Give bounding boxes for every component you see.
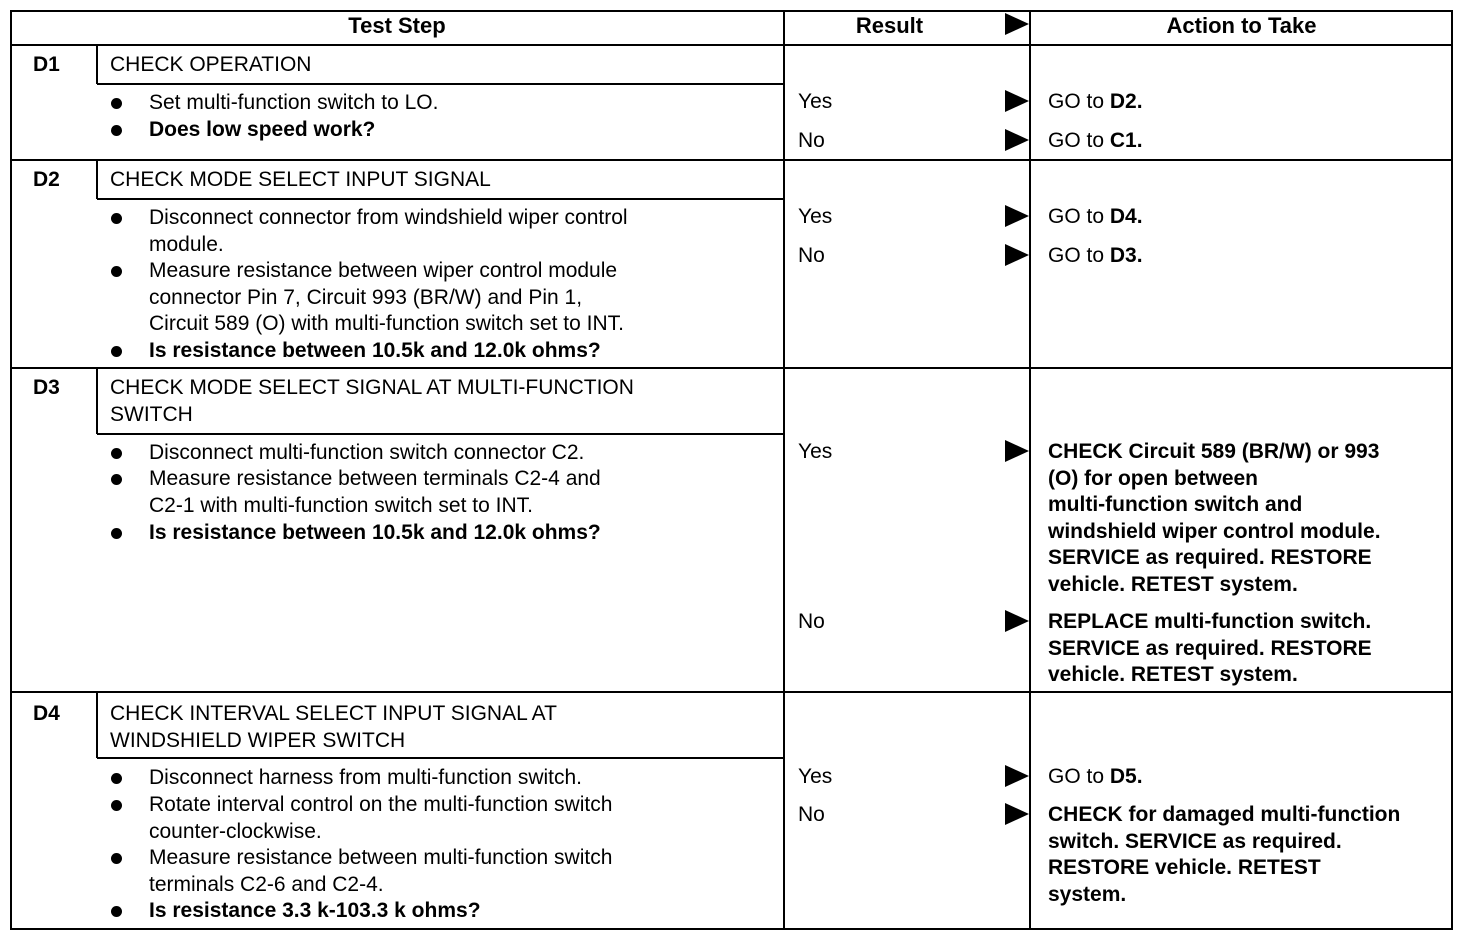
action-step-reference: D5.: [1109, 765, 1143, 788]
instruction-question: Is resistance 3.3 k-103.3 k ohms?: [149, 899, 481, 922]
bullet-icon: [111, 125, 122, 136]
instruction-text: C2-1 with multi-function switch set to INT.: [149, 493, 533, 517]
bullet-icon: [111, 853, 122, 864]
vertical-rule: [783, 10, 785, 930]
step-title: WINDSHIELD WIPER SWITCH: [110, 728, 406, 752]
bullet-icon: [111, 266, 122, 277]
action-step-reference: C1.: [1109, 129, 1143, 152]
instruction-text: Disconnect harness from multi-function switch.: [149, 766, 582, 789]
horizontal-rule: [10, 159, 1453, 161]
action-prefix: GO to: [1048, 244, 1110, 267]
action-step-reference: D2.: [1109, 90, 1143, 113]
action-text: CHECK for damaged multi-function: [1048, 803, 1401, 826]
action-step-reference: D3.: [1109, 244, 1143, 267]
instruction-text: connector Pin 7, Circuit 993 (BR/W) and Pin 1,: [149, 285, 583, 309]
action-text: vehicle. RETEST system.: [1048, 663, 1298, 686]
action-text: CHECK Circuit 589 (BR/W) or 993: [1048, 440, 1380, 463]
instruction-text: Measure resistance between wiper control module: [149, 259, 618, 282]
vertical-rule: [96, 368, 98, 434]
result-label: No: [798, 244, 825, 267]
horizontal-rule: [97, 83, 784, 85]
arrow-right-icon: [1005, 244, 1029, 266]
result-label: Yes: [798, 765, 833, 788]
instruction-text: module.: [149, 232, 224, 256]
bullet-icon: [111, 773, 122, 784]
bullet-icon: [111, 800, 122, 811]
vertical-rule: [1029, 10, 1031, 930]
bullet-icon: [111, 98, 122, 109]
arrow-right-icon: [1005, 803, 1029, 825]
action-text: [1048, 243, 1143, 270]
bullet-icon: [111, 528, 122, 539]
action-prefix: GO to: [1048, 205, 1110, 228]
horizontal-rule: [97, 198, 784, 200]
result-label: Yes: [798, 205, 833, 228]
bullet-icon: [111, 448, 122, 459]
instruction-question: Is resistance between 10.5k and 12.0k ohms?: [149, 339, 601, 362]
vertical-rule: [96, 45, 98, 84]
step-title: CHECK INTERVAL SELECT INPUT SIGNAL AT: [110, 702, 557, 725]
header-result: Result: [855, 13, 924, 38]
bullet-icon: [111, 906, 122, 917]
instruction-text: Rotate interval control on the multi-function switch: [149, 793, 613, 816]
header-arrow-icon: [1005, 13, 1029, 35]
action-text: RESTORE vehicle. RETEST: [1048, 856, 1321, 879]
horizontal-rule: [10, 691, 1453, 693]
instruction-text: terminals C2-6 and C2-4.: [149, 872, 384, 896]
result-label: Yes: [798, 440, 833, 463]
horizontal-rule: [97, 433, 784, 435]
action-prefix: GO to: [1048, 129, 1110, 152]
arrow-right-icon: [1005, 205, 1029, 227]
action-text: SERVICE as required. RESTORE: [1048, 636, 1372, 660]
result-label: No: [798, 803, 825, 826]
horizontal-rule: [10, 44, 1453, 46]
arrow-right-icon: [1005, 610, 1029, 632]
step-title: CHECK MODE SELECT INPUT SIGNAL: [110, 168, 491, 191]
step-id: D4: [33, 702, 60, 725]
result-label: Yes: [798, 90, 833, 113]
action-step-reference: D4.: [1109, 205, 1143, 228]
action-text: REPLACE multi-function switch.: [1048, 610, 1372, 633]
step-id: D2: [33, 168, 60, 191]
instruction-text: counter-clockwise.: [149, 819, 322, 843]
step-title: CHECK OPERATION: [110, 53, 312, 76]
action-text: multi-function switch and: [1048, 493, 1303, 516]
step-id: D3: [33, 376, 60, 399]
vertical-rule: [96, 160, 98, 199]
step-title: SWITCH: [110, 402, 193, 426]
step-title: CHECK MODE SELECT SIGNAL AT MULTI-FUNCTION: [110, 376, 634, 399]
instruction-text: Disconnect multi-function switch connector C2.: [149, 441, 585, 464]
instruction-text: Set multi-function switch to LO.: [149, 91, 439, 114]
instruction-text: Circuit 589 (O) with multi-function switch set to INT.: [149, 312, 624, 335]
bullet-icon: [111, 346, 122, 357]
header-action: Action to Take: [1166, 13, 1317, 38]
action-text: [1048, 204, 1143, 231]
bullet-icon: [111, 213, 122, 224]
action-text: (O) for open between: [1048, 466, 1258, 490]
horizontal-rule: [97, 757, 784, 759]
instruction-question: Does low speed work?: [149, 118, 376, 141]
action-text: system.: [1048, 882, 1127, 906]
instruction-text: Measure resistance between terminals C2-4 and: [149, 467, 601, 490]
bullet-icon: [111, 474, 122, 485]
action-text: [1048, 764, 1143, 791]
action-text: [1048, 128, 1143, 155]
action-prefix: GO to: [1048, 90, 1110, 113]
action-text: vehicle. RETEST system.: [1048, 572, 1298, 596]
instruction-question: Is resistance between 10.5k and 12.0k ohms?: [149, 521, 601, 544]
action-text: SERVICE as required. RESTORE: [1048, 546, 1372, 569]
instruction-text: Measure resistance between multi-function switch: [149, 846, 613, 869]
step-id: D1: [33, 53, 60, 76]
action-prefix: GO to: [1048, 765, 1110, 788]
result-label: No: [798, 129, 825, 152]
action-text: windshield wiper control module.: [1048, 519, 1381, 543]
arrow-right-icon: [1005, 440, 1029, 462]
header-test-step: Test Step: [348, 13, 446, 38]
arrow-right-icon: [1005, 765, 1029, 787]
action-text: switch. SERVICE as required.: [1048, 829, 1342, 853]
vertical-rule: [96, 692, 98, 758]
instruction-text: Disconnect connector from windshield wiper control: [149, 206, 628, 229]
horizontal-rule: [10, 367, 1453, 369]
arrow-right-icon: [1005, 90, 1029, 112]
arrow-right-icon: [1005, 129, 1029, 151]
result-label: No: [798, 610, 825, 633]
action-text: [1048, 89, 1143, 116]
